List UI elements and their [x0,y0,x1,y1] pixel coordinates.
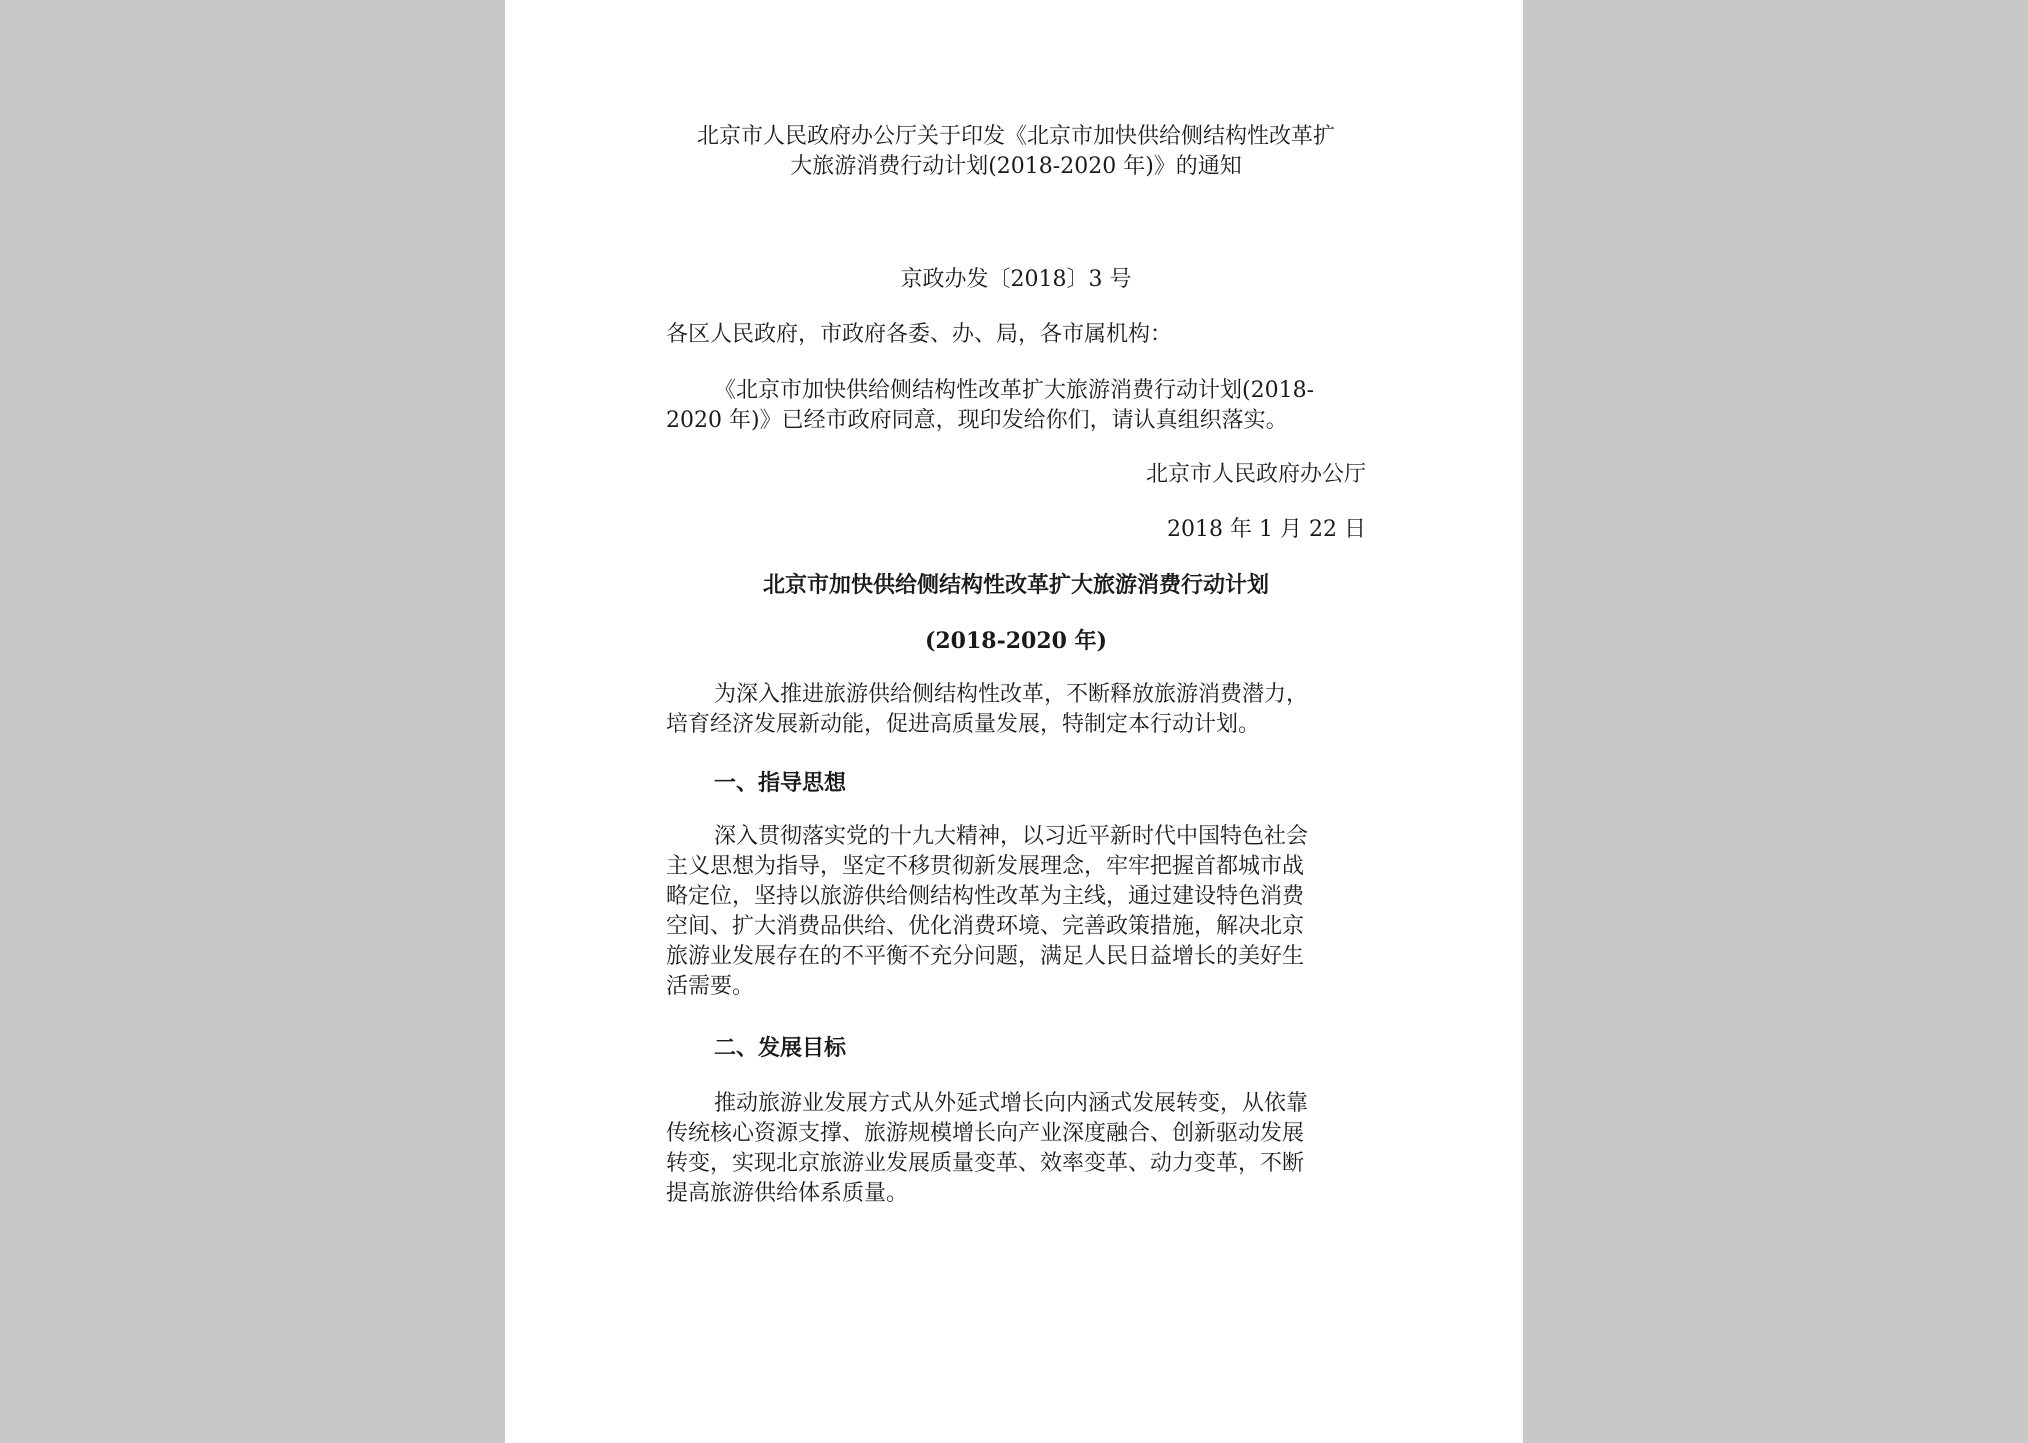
notice-title [666,122,1366,182]
plan-subtitle: (2018-2020 年) [924,628,1108,654]
plan-intro-line: 为深入推进旅游供给侧结构性改革，不断释放旅游消费潜力， [714,682,1309,707]
section-body-line: 略定位，坚持以旅游供给侧结构性改革为主线，通过建设特色消费 [666,884,1305,909]
section-body-line: 旅游业发展存在的不平衡不充分问题，满足人民日益增长的美好生 [666,944,1305,969]
section-body-line: 转变，实现北京旅游业发展质量变革、效率变革、动力变革，不断 [666,1151,1305,1176]
section-body-line: 深入贯彻落实党的十九大精神，以习近平新时代中国特色社会 [714,824,1309,849]
plan-intro-line: 培育经济发展新动能，促进高质量发展，特制定本行动计划。 [666,712,1261,737]
section-body-line: 主义思想为指导，坚定不移贯彻新发展理念，牢牢把握首都城市战 [666,854,1305,879]
section-body-line: 传统核心资源支撑、旅游规模增长向产业深度融合、创新驱动发展 [666,1121,1305,1146]
addressee: 各区人民政府，市政府各委、办、局，各市属机构： [666,322,1173,347]
section-body [666,822,1366,1002]
notice-title-line: 大旅游消费行动计划(2018-2020 年)》的通知 [790,154,1242,179]
document-page [505,0,1523,1443]
section-body-line: 提高旅游供给体系质量。 [666,1181,909,1206]
section-body [666,1089,1366,1209]
plan-title: 北京市加快供给侧结构性改革扩大旅游消费行动计划 [762,572,1269,598]
issuer: 北京市人民政府办公厅 [1145,462,1366,487]
section-body-line: 活需要。 [666,974,755,999]
issue-date: 2018 年 1 月 22 日 [1167,517,1366,542]
document-number: 京政办发〔2018〕3 号 [900,267,1132,292]
notice-body [666,376,1366,436]
section-body-line: 推动旅游业发展方式从外延式增长向内涵式发展转变，从依靠 [714,1091,1309,1116]
section-body-line: 空间、扩大消费品供给、优化消费环境、完善政策措施，解决北京 [666,914,1305,939]
plan-intro [666,680,1366,740]
notice-title-line: 北京市人民政府办公厅关于印发《北京市加快供给侧结构性改革扩 [696,124,1335,149]
notice-body-line: 《北京市加快供给侧结构性改革扩大旅游消费行动计划(2018- [714,378,1315,403]
section-heading: 二、发展目标 [714,1035,847,1061]
section-heading: 一、指导思想 [714,770,847,796]
notice-body-line: 2020 年)》已经市政府同意，现印发给你们，请认真组织落实。 [666,408,1288,433]
